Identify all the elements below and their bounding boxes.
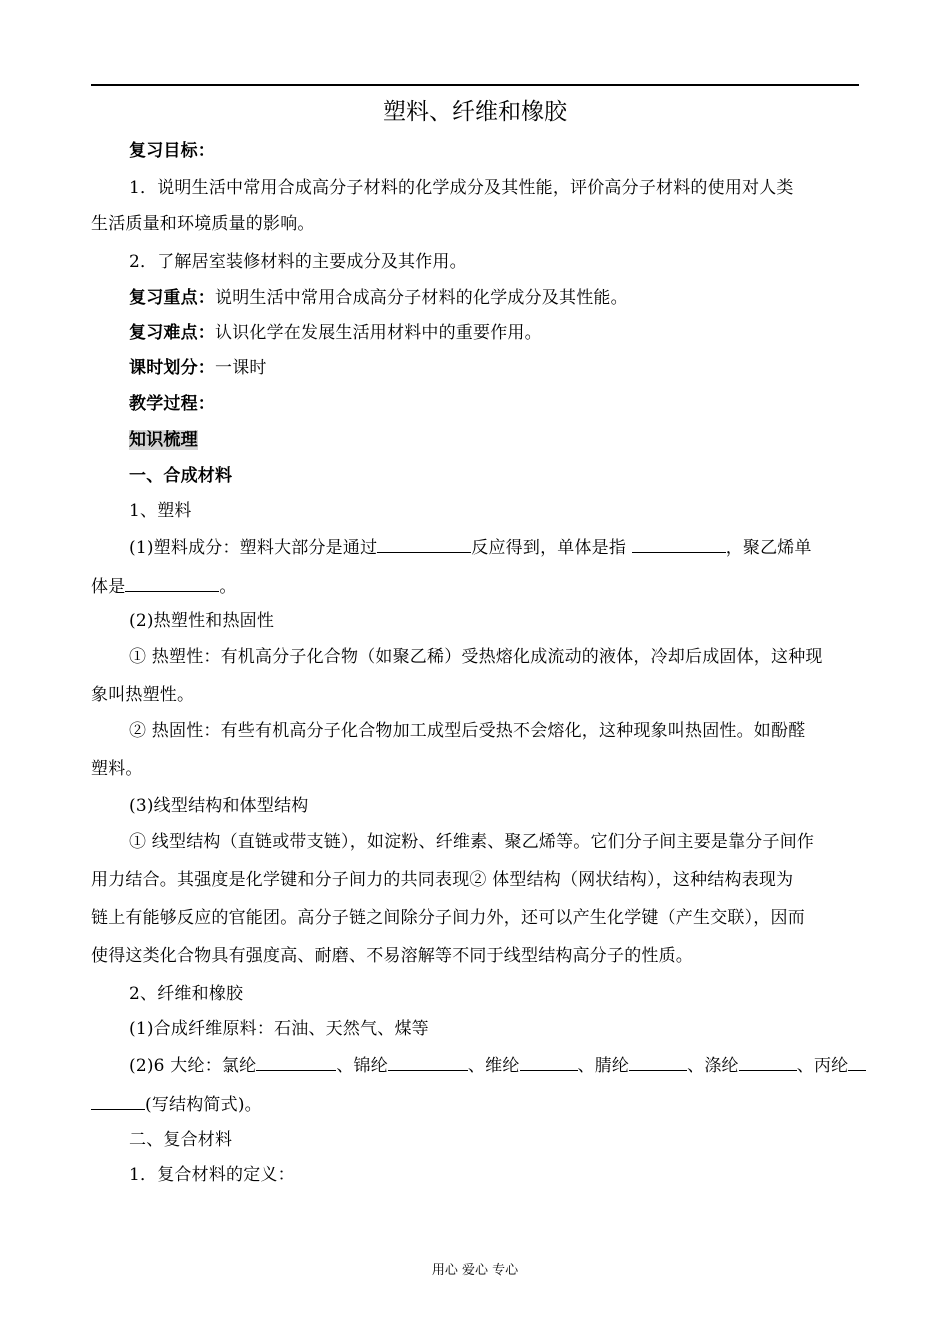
six-fibers-line-2 (91, 1093, 861, 1116)
text-segment: 体是 (91, 577, 126, 597)
thermoplastic-line-1: ① 热塑性：有机高分子化合物（如聚乙稀）受热熔化成流动的液体，冷却后成固体，这种现 (129, 647, 823, 667)
goal-1-line-1: 1．说明生活中常用合成高分子材料的化学成分及其性能，评价高分子材料的使用对人类 (129, 178, 794, 198)
key-point-label: 复习重点： (129, 288, 215, 308)
answer-blank (739, 1054, 797, 1071)
answer-blank (848, 1054, 866, 1071)
text-segment: (2)6 大纶：氯纶 (129, 1056, 257, 1076)
time-text: 一课时 (215, 358, 267, 378)
answer-blank (629, 1054, 687, 1071)
composite-definition: 1．复合材料的定义： (129, 1165, 295, 1185)
six-fibers-line-1 (91, 1054, 899, 1077)
text-segment: (1)塑料成分：塑料大部分是通过 (129, 538, 378, 558)
difficulty (91, 322, 899, 344)
subsection-fiber-rubber: 2、纤维和橡胶 (129, 984, 244, 1004)
time-allocation (91, 357, 899, 379)
plastics-composition-line-2 (91, 575, 861, 598)
text-segment: ，聚乙烯单 (725, 538, 812, 558)
goals-heading: 复习目标： (129, 141, 215, 161)
answer-blank (256, 1054, 336, 1071)
structure-heading: (3)线型结构和体型结构 (129, 796, 309, 816)
text-segment: 、丙纶 (796, 1056, 849, 1076)
goal-2: 2．了解居室装修材料的主要成分及其作用。 (129, 252, 467, 272)
text-segment: 、涤纶 (687, 1056, 739, 1076)
text-segment: 、锦纶 (336, 1056, 388, 1076)
text-segment: 反应得到，单体是指 (471, 538, 632, 558)
subsection-plastics: 1、塑料 (129, 501, 192, 521)
header-rule (91, 84, 859, 86)
thermo-heading: (2)热塑性和热固性 (129, 611, 275, 631)
knowledge-heading (91, 429, 899, 451)
text-segment: 、维纶 (467, 1056, 520, 1076)
page-footer: 用心 爱心 专心 (431, 1263, 519, 1278)
structure-line-2: 用力结合。其强度是化学键和分子间力的共同表现② 体型结构（网状结构），这种结构表现为 (91, 870, 794, 890)
thermoset-line-1: ② 热固性：有些有机高分子化合物加工成型后受热不会熔化，这种现象叫热固性。如酚醛 (129, 721, 806, 741)
structure-line-3: 链上有能够反应的官能团。高分子链之间除分子间力外，还可以产生化学键（产生交联），因而 (91, 908, 805, 928)
difficulty-text: 认识化学在发展生活用材料中的重要作用。 (215, 323, 542, 343)
fiber-raw-materials: (1)合成纤维原料：石油、天然气、煤等 (129, 1019, 429, 1039)
thermoplastic-line-2: 象叫热塑性。 (91, 685, 195, 705)
section-2-heading: 二、复合材料 (129, 1130, 233, 1150)
answer-blank (91, 1093, 145, 1110)
text-segment: 、腈纶 (577, 1056, 630, 1076)
answer-blank (125, 575, 219, 592)
thermoset-line-2: 塑料。 (91, 759, 143, 779)
text-segment: 。 (219, 577, 237, 597)
plastics-composition-line-1 (91, 536, 899, 559)
key-point (91, 287, 899, 309)
key-point-text: 说明生活中常用合成高分子材料的化学成分及其性能。 (215, 288, 628, 308)
structure-line-1: ① 线型结构（直链或带支链），如淀粉、纤维素、聚乙烯等。它们分子间主要是靠分子间作 (129, 832, 815, 852)
answer-blank (520, 1054, 578, 1071)
answer-blank (388, 1054, 468, 1071)
text-segment: (写结构简式)。 (145, 1095, 262, 1115)
section-1-heading: 一、合成材料 (129, 466, 233, 486)
goal-1-line-2: 生活质量和环境质量的影响。 (91, 214, 315, 234)
answer-blank (377, 536, 471, 553)
answer-blank (632, 536, 726, 553)
process-heading: 教学过程： (129, 394, 215, 414)
knowledge-label: 知识梳理 (129, 430, 198, 450)
difficulty-label: 复习难点： (129, 323, 215, 343)
time-label: 课时划分： (129, 358, 215, 378)
structure-line-4: 使得这类化合物具有强度高、耐磨、不易溶解等不同于线型结构高分子的性质。 (91, 946, 693, 966)
page-title: 塑料、纤维和橡胶 (383, 99, 567, 125)
